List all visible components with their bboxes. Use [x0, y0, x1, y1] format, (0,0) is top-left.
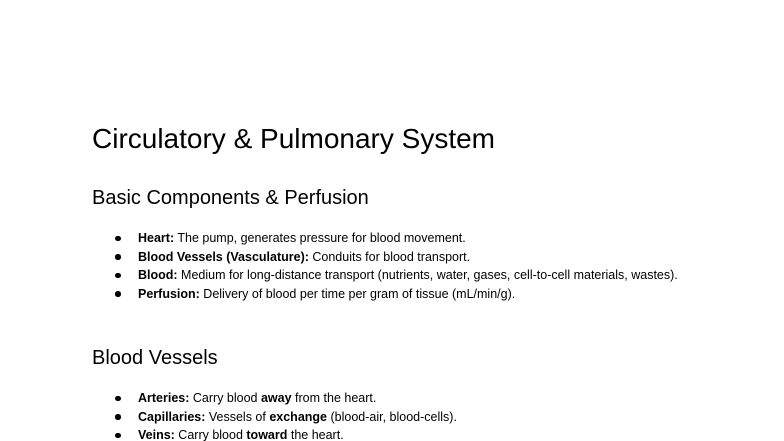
emphasis-word: toward	[246, 428, 288, 441]
list-item-perfusion	[0, 285, 690, 304]
term-description-end: from the heart.	[291, 391, 377, 405]
emphasis-word: exchange	[269, 409, 327, 424]
term-label: Capillaries:	[138, 409, 206, 424]
basic-components-list	[0, 229, 690, 303]
term-label: Veins:	[138, 428, 175, 441]
list-item-capillaries	[0, 408, 690, 427]
bullet-icon	[115, 236, 121, 242]
term-label: Blood:	[138, 268, 178, 282]
list-item-arteries	[0, 389, 690, 408]
term-description: Carry blood	[174, 428, 247, 441]
term-description: Carry blood	[189, 391, 261, 405]
bullet-icon	[115, 291, 121, 297]
bullet-icon	[115, 414, 121, 420]
term-description: Vessels of	[205, 409, 270, 424]
blood-vessels-list	[0, 389, 690, 441]
page-title: Circulatory & Pulmonary System	[92, 123, 496, 154]
term-description: Conduits for blood transport.	[308, 249, 471, 264]
term-label: Arteries:	[138, 391, 190, 405]
term-label: Perfusion:	[138, 286, 200, 301]
bullet-icon	[115, 273, 121, 279]
bullet-icon	[115, 433, 121, 439]
emphasis-word: away	[260, 391, 292, 405]
section-heading-blood-vessels: Blood Vessels	[92, 347, 218, 369]
term-description-end: the heart.	[287, 428, 344, 441]
term-description: Medium for long-distance transport (nutrients, water, gases, cell-to-cell materials, wastes).	[177, 268, 678, 282]
bullet-icon	[115, 396, 121, 402]
list-item-veins	[0, 426, 690, 441]
list-item-blood-vessels	[0, 248, 690, 267]
term-label: Heart:	[138, 231, 175, 245]
term-description-end: (blood-air, blood-cells).	[327, 409, 457, 424]
term-label: Blood Vessels (Vasculature):	[138, 249, 309, 264]
list-item-heart	[0, 229, 690, 248]
bullet-icon	[115, 254, 121, 260]
list-item-blood	[0, 266, 690, 285]
term-description: The pump, generates pressure for blood movement.	[174, 231, 466, 245]
term-description: Delivery of blood per time per gram of tissue (mL/min/g).	[199, 286, 516, 301]
section-heading-basic-components: Basic Components & Perfusion	[92, 187, 369, 209]
